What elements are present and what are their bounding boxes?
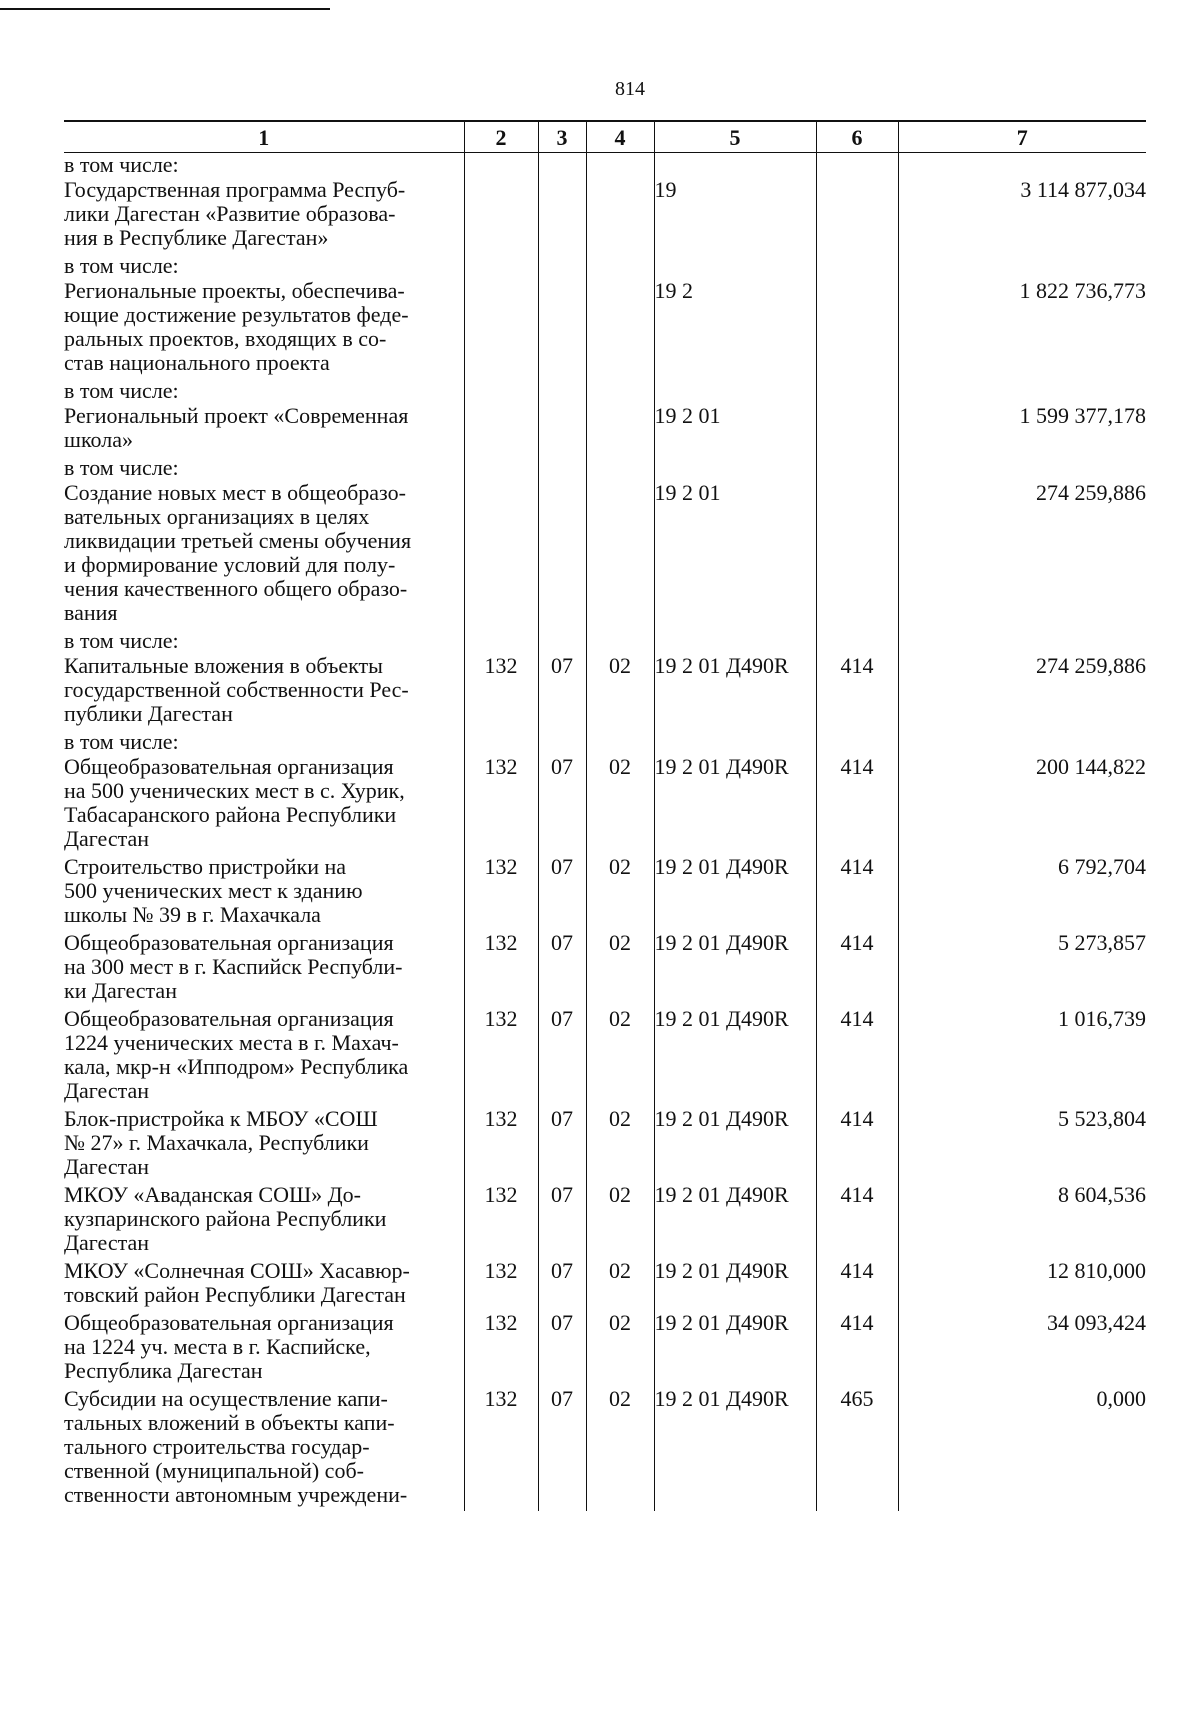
amount-cell [898, 153, 1146, 179]
admin-code-cell [464, 279, 538, 379]
subsection-code-cell: 02 [586, 654, 654, 730]
amount-cell: 1 599 377,178 [898, 404, 1146, 456]
page-number: 814 [615, 78, 645, 100]
expense-type-cell [816, 279, 898, 379]
subsection-code-cell: 02 [586, 855, 654, 931]
section-code-cell: 07 [538, 1007, 586, 1107]
expense-type-cell: 414 [816, 755, 898, 855]
row-label: в том числе: [64, 378, 179, 403]
admin-code-cell [464, 153, 538, 179]
item-name-line: Общеобразовательная организация [64, 1006, 394, 1031]
amount-cell: 200 144,822 [898, 755, 1146, 855]
item-name-line: № 27» г. Махачкала, Республики [64, 1130, 369, 1155]
target-article-cell: 19 2 01 Д490R [654, 1107, 816, 1183]
expense-type-cell: 414 [816, 1007, 898, 1107]
expense-type-cell [816, 153, 898, 179]
section-code-cell: 07 [538, 1107, 586, 1183]
row-label: в том числе: [64, 729, 179, 754]
header-col-7: 7 [898, 121, 1146, 153]
amount-cell [898, 456, 1146, 481]
target-article-cell: 19 2 01 Д490R [654, 931, 816, 1007]
table-row [64, 855, 1146, 931]
subsection-code-cell [586, 404, 654, 456]
item-name-line: Государственная программа Респуб- [64, 177, 406, 202]
target-article-cell: 19 2 01 Д490R [654, 855, 816, 931]
item-name-line: ликвидации третьей смены обучения [64, 528, 412, 553]
amount-cell: 1 822 736,773 [898, 279, 1146, 379]
item-name-cell [64, 379, 464, 404]
item-name-line: вательных организациях в целях [64, 504, 370, 529]
subsection-code-cell: 02 [586, 931, 654, 1007]
section-code-cell [538, 279, 586, 379]
item-name-cell [64, 730, 464, 755]
item-name-line: Создание новых мест в общеобразо- [64, 480, 406, 505]
section-code-cell [538, 404, 586, 456]
item-name-line: Дагестан [64, 1230, 150, 1255]
item-name-line: Региональный проект «Современная [64, 403, 409, 428]
label-row [64, 153, 1146, 179]
table-row [64, 1259, 1146, 1311]
section-code-cell: 07 [538, 755, 586, 855]
item-name-line: кала, мкр-н «Ипподром» Республика [64, 1054, 409, 1079]
section-code-cell [538, 153, 586, 179]
table-row [64, 279, 1146, 379]
item-name-line: тального строительства государ- [64, 1434, 370, 1459]
subsection-code-cell [586, 379, 654, 404]
expense-type-cell: 414 [816, 1259, 898, 1311]
item-name-line: и формирование условий для полу- [64, 552, 396, 577]
item-name-line: на 500 ученических мест в с. Хурик, [64, 778, 405, 803]
item-name-cell [64, 153, 464, 179]
section-code-cell [538, 178, 586, 254]
expense-type-cell [816, 456, 898, 481]
table-row [64, 1387, 1146, 1511]
expense-type-cell [816, 730, 898, 755]
row-label: в том числе: [64, 628, 179, 653]
subsection-code-cell [586, 629, 654, 654]
target-article-cell: 19 [654, 178, 816, 254]
expense-type-cell: 414 [816, 855, 898, 931]
item-name-cell [64, 254, 464, 279]
amount-cell: 1 016,739 [898, 1007, 1146, 1107]
admin-code-cell [464, 404, 538, 456]
target-article-cell [654, 153, 816, 179]
item-name-line: товский район Республики Дагестан [64, 1282, 406, 1307]
expense-type-cell: 414 [816, 931, 898, 1007]
section-code-cell: 07 [538, 1259, 586, 1311]
item-name-cell [64, 1259, 464, 1311]
subsection-code-cell: 02 [586, 755, 654, 855]
amount-cell: 34 093,424 [898, 1311, 1146, 1387]
subsection-code-cell [586, 153, 654, 179]
expense-type-cell: 465 [816, 1387, 898, 1511]
table-row [64, 755, 1146, 855]
item-name-line: Общеобразовательная организация [64, 1310, 394, 1335]
expense-type-cell [816, 481, 898, 629]
amount-cell: 5 523,804 [898, 1107, 1146, 1183]
item-name-line: Дагестан [64, 826, 150, 851]
target-article-cell: 19 2 01 [654, 481, 816, 629]
amount-cell: 274 259,886 [898, 481, 1146, 629]
section-code-cell: 07 [538, 1387, 586, 1511]
item-name-line: школа» [64, 427, 133, 452]
item-name-line: ральных проектов, входящих в со- [64, 326, 387, 351]
item-name-line: МКОУ «Аваданская СОШ» До- [64, 1182, 361, 1207]
target-article-cell: 19 2 01 Д490R [654, 1183, 816, 1259]
admin-code-cell: 132 [464, 931, 538, 1007]
item-name-line: 500 ученических мест к зданию [64, 878, 363, 903]
item-name-line: лики Дагестан «Развитие образова- [64, 201, 396, 226]
item-name-line: Блок-пристройка к МБОУ «СОШ [64, 1106, 378, 1131]
section-code-cell: 07 [538, 654, 586, 730]
header-row [64, 121, 1146, 153]
item-name-line: государственной собственности Рес- [64, 677, 409, 702]
item-name-cell [64, 629, 464, 654]
admin-code-cell [464, 456, 538, 481]
header-col-1: 1 [64, 121, 464, 153]
budget-table [64, 120, 1146, 1511]
admin-code-cell [464, 481, 538, 629]
table-body [64, 153, 1146, 1512]
item-name-line: кузпаринского района Республики [64, 1206, 387, 1231]
item-name-line: ющие достижение результатов феде- [64, 302, 409, 327]
subsection-code-cell [586, 730, 654, 755]
target-article-cell [654, 254, 816, 279]
expense-type-cell: 414 [816, 1183, 898, 1259]
item-name-line: Региональные проекты, обеспечива- [64, 278, 405, 303]
amount-cell: 8 604,536 [898, 1183, 1146, 1259]
label-row [64, 254, 1146, 279]
item-name-line: Субсидии на осуществление капи- [64, 1386, 388, 1411]
item-name-cell [64, 404, 464, 456]
target-article-cell [654, 730, 816, 755]
item-name-line: тальных вложений в объекты капи- [64, 1410, 395, 1435]
amount-cell: 274 259,886 [898, 654, 1146, 730]
admin-code-cell: 132 [464, 755, 538, 855]
item-name-line: Дагестан [64, 1078, 150, 1103]
section-code-cell: 07 [538, 855, 586, 931]
item-name-line: Республика Дагестан [64, 1358, 263, 1383]
section-code-cell: 07 [538, 1183, 586, 1259]
section-code-cell [538, 254, 586, 279]
subsection-code-cell [586, 254, 654, 279]
subsection-code-cell: 02 [586, 1183, 654, 1259]
item-name-line: на 1224 уч. места в г. Каспийске, [64, 1334, 371, 1359]
amount-cell [898, 379, 1146, 404]
item-name-cell [64, 931, 464, 1007]
section-code-cell [538, 481, 586, 629]
item-name-cell [64, 456, 464, 481]
target-article-cell: 19 2 01 Д490R [654, 1387, 816, 1511]
item-name-cell [64, 1311, 464, 1387]
amount-cell: 12 810,000 [898, 1259, 1146, 1311]
item-name-line: Табасаранского района Республики [64, 802, 397, 827]
table-row [64, 654, 1146, 730]
admin-code-cell: 132 [464, 1259, 538, 1311]
target-article-cell [654, 379, 816, 404]
section-code-cell: 07 [538, 1311, 586, 1387]
item-name-cell [64, 178, 464, 254]
item-name-line: на 300 мест в г. Каспийск Республи- [64, 954, 403, 979]
header-col-2: 2 [464, 121, 538, 153]
row-label: в том числе: [64, 152, 179, 177]
item-name-cell [64, 1387, 464, 1511]
item-name-cell [64, 481, 464, 629]
header-col-5: 5 [654, 121, 816, 153]
item-name-line: ния в Республике Дагестан» [64, 225, 329, 250]
item-name-line: публики Дагестан [64, 701, 233, 726]
admin-code-cell: 132 [464, 1387, 538, 1511]
admin-code-cell [464, 379, 538, 404]
item-name-cell [64, 279, 464, 379]
header-col-4: 4 [586, 121, 654, 153]
target-article-cell: 19 2 01 Д490R [654, 1007, 816, 1107]
label-row [64, 629, 1146, 654]
item-name-line: Дагестан [64, 1154, 150, 1179]
item-name-cell [64, 755, 464, 855]
section-code-cell [538, 456, 586, 481]
expense-type-cell: 414 [816, 1311, 898, 1387]
admin-code-cell: 132 [464, 654, 538, 730]
item-name-line: школы № 39 в г. Махачкала [64, 902, 321, 927]
expense-type-cell [816, 629, 898, 654]
item-name-line: ственности автономным учреждени- [64, 1482, 408, 1507]
admin-code-cell [464, 254, 538, 279]
item-name-cell [64, 1107, 464, 1183]
admin-code-cell: 132 [464, 1007, 538, 1107]
item-name-line: ки Дагестан [64, 978, 177, 1003]
subsection-code-cell: 02 [586, 1007, 654, 1107]
admin-code-cell [464, 629, 538, 654]
item-name-line: вания [64, 600, 118, 625]
label-row [64, 379, 1146, 404]
target-article-cell: 19 2 01 Д490R [654, 755, 816, 855]
subsection-code-cell: 02 [586, 1107, 654, 1183]
target-article-cell: 19 2 01 Д490R [654, 654, 816, 730]
item-name-cell [64, 654, 464, 730]
table-row [64, 1311, 1146, 1387]
table-row [64, 481, 1146, 629]
row-label: в том числе: [64, 253, 179, 278]
admin-code-cell: 132 [464, 855, 538, 931]
table-row [64, 178, 1146, 254]
item-name-line: Капитальные вложения в объекты [64, 653, 383, 678]
amount-cell: 3 114 877,034 [898, 178, 1146, 254]
subsection-code-cell: 02 [586, 1387, 654, 1511]
amount-cell [898, 629, 1146, 654]
subsection-code-cell [586, 456, 654, 481]
subsection-code-cell: 02 [586, 1311, 654, 1387]
admin-code-cell [464, 178, 538, 254]
amount-cell: 0,000 [898, 1387, 1146, 1511]
item-name-line: чения качественного общего образо- [64, 576, 408, 601]
admin-code-cell: 132 [464, 1311, 538, 1387]
header-col-6: 6 [816, 121, 898, 153]
subsection-code-cell: 02 [586, 1259, 654, 1311]
expense-type-cell: 414 [816, 654, 898, 730]
section-code-cell [538, 379, 586, 404]
admin-code-cell [464, 730, 538, 755]
label-row [64, 730, 1146, 755]
item-name-line: Общеобразовательная организация [64, 754, 394, 779]
expense-type-cell [816, 254, 898, 279]
item-name-cell [64, 1007, 464, 1107]
section-code-cell [538, 629, 586, 654]
amount-cell [898, 730, 1146, 755]
item-name-cell [64, 855, 464, 931]
section-code-cell [538, 730, 586, 755]
target-article-cell: 19 2 [654, 279, 816, 379]
top-rule [0, 8, 330, 10]
item-name-line: Общеобразовательная организация [64, 930, 394, 955]
table-row [64, 1107, 1146, 1183]
expense-type-cell: 414 [816, 1107, 898, 1183]
item-name-line: ственной (муниципальной) соб- [64, 1458, 364, 1483]
table-row [64, 1007, 1146, 1107]
subsection-code-cell [586, 481, 654, 629]
target-article-cell: 19 2 01 Д490R [654, 1311, 816, 1387]
target-article-cell [654, 456, 816, 481]
table-row [64, 1183, 1146, 1259]
amount-cell: 6 792,704 [898, 855, 1146, 931]
subsection-code-cell [586, 178, 654, 254]
item-name-line: став национального проекта [64, 350, 330, 375]
target-article-cell [654, 629, 816, 654]
amount-cell: 5 273,857 [898, 931, 1146, 1007]
item-name-line: 1224 ученических места в г. Махач- [64, 1030, 399, 1055]
target-article-cell: 19 2 01 Д490R [654, 1259, 816, 1311]
expense-type-cell [816, 404, 898, 456]
item-name-cell [64, 1183, 464, 1259]
admin-code-cell: 132 [464, 1183, 538, 1259]
table-row [64, 404, 1146, 456]
item-name-line: МКОУ «Солнечная СОШ» Хасавюр- [64, 1258, 410, 1283]
expense-type-cell [816, 178, 898, 254]
label-row [64, 456, 1146, 481]
header-col-3: 3 [538, 121, 586, 153]
expense-type-cell [816, 379, 898, 404]
admin-code-cell: 132 [464, 1107, 538, 1183]
amount-cell [898, 254, 1146, 279]
target-article-cell: 19 2 01 [654, 404, 816, 456]
subsection-code-cell [586, 279, 654, 379]
row-label: в том числе: [64, 455, 179, 480]
table-row [64, 931, 1146, 1007]
item-name-line: Строительство пристройки на [64, 854, 347, 879]
section-code-cell: 07 [538, 931, 586, 1007]
